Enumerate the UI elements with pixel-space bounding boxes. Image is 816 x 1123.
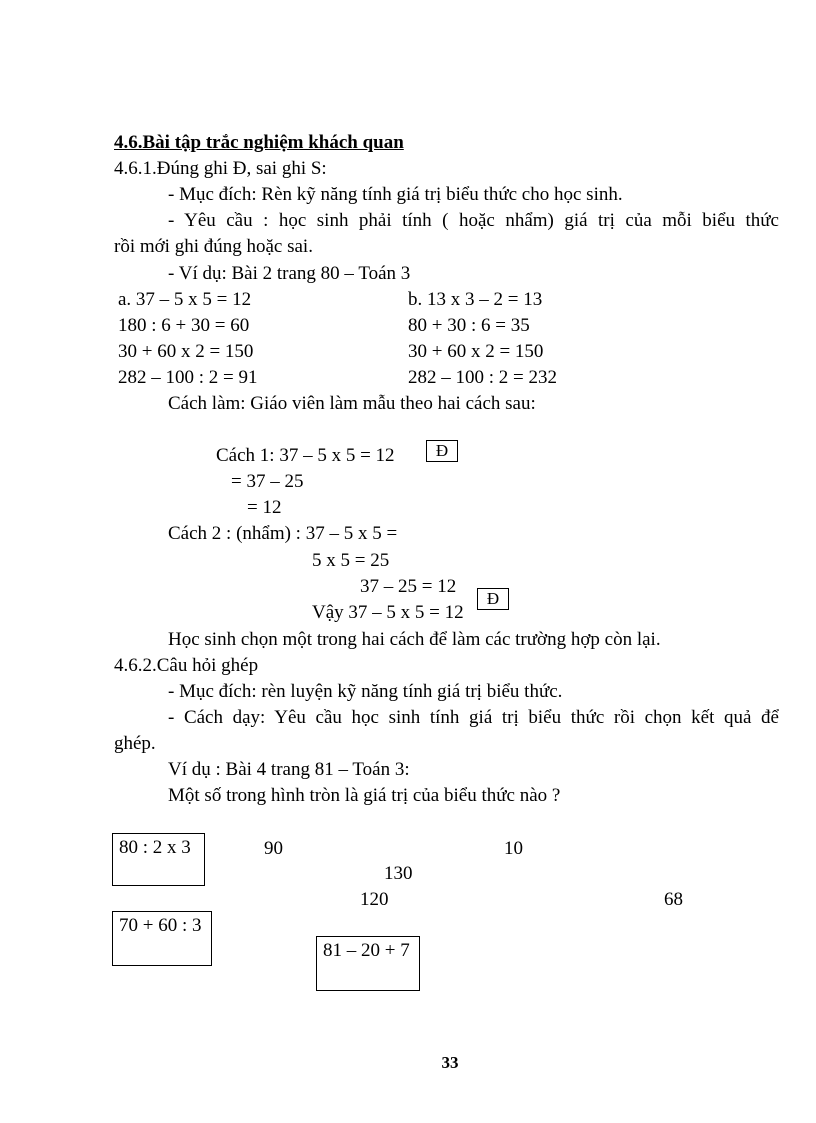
answer-mark-box: Đ (426, 440, 458, 462)
method-line-2: ghép. (114, 733, 156, 754)
page-number: 33 (441, 1053, 459, 1072)
exercise-left: a. 37 – 5 x 5 = 12 (118, 289, 252, 310)
answer-number: 120 (360, 889, 389, 910)
exercise-left: 30 + 60 x 2 = 150 (118, 341, 254, 362)
subsection-title-1: 4.6.1.Đúng ghi Đ, sai ghi S: (114, 158, 327, 179)
answer-number: 68 (664, 889, 683, 910)
answer-mark-box: Đ (477, 588, 509, 610)
expression-box: 81 – 20 + 7 (316, 936, 420, 991)
answer-number: 90 (264, 838, 283, 859)
requirement-line-1: - Yêu cầu : học sinh phải tính ( hoặc nhẩm) giá trị của mỗi biểu thức (168, 210, 779, 231)
exercise-left: 180 : 6 + 30 = 60 (118, 315, 250, 336)
requirement-line-2: rồi mới ghi đúng hoặc sai. (114, 236, 313, 257)
expression-box: 80 : 2 x 3 (112, 833, 205, 886)
conclusion-line: Học sinh chọn một trong hai cách để làm các trường hợp còn lại. (168, 629, 661, 650)
exercise-right: 30 + 60 x 2 = 150 (408, 341, 544, 362)
subsection-title-2: 4.6.2.Câu hỏi ghép (114, 655, 259, 676)
exercise-left: 282 – 100 : 2 = 91 (118, 367, 258, 388)
way2-line-3: 37 – 25 = 12 (360, 576, 457, 597)
way2-line-4: Vậy 37 – 5 x 5 = 12 (312, 602, 464, 623)
section-heading: 4.6.Bài tập trắc nghiệm khách quan (114, 132, 404, 153)
answer-number: 10 (504, 838, 523, 859)
question-line: Một số trong hình tròn là giá trị của biểu thức nào ? (168, 785, 561, 806)
purpose-line-2: - Mục đích: rèn luyện kỹ năng tính giá trị biểu thức. (168, 681, 563, 702)
exercise-right: 80 + 30 : 6 = 35 (408, 315, 530, 336)
example-line: - Ví dụ: Bài 2 trang 80 – Toán 3 (168, 263, 411, 284)
method-intro: Cách làm: Giáo viên làm mẫu theo hai cách sau: (168, 393, 536, 414)
way2-line-1: Cách 2 : (nhẩm) : 37 – 5 x 5 = (168, 523, 398, 544)
method-line-1: - Cách dạy: Yêu cầu học sinh tính giá trị biểu thức rồi chọn kết quả để (168, 707, 779, 728)
way1-line-2: = 37 – 25 (231, 471, 304, 492)
purpose-line: - Mục đích: Rèn kỹ năng tính giá trị biểu thức cho học sinh. (168, 184, 623, 205)
example-line-2: Ví dụ : Bài 4 trang 81 – Toán 3: (168, 759, 410, 780)
way1-line-1: Cách 1: 37 – 5 x 5 = 12 (216, 445, 395, 466)
way2-line-2: 5 x 5 = 25 (312, 550, 390, 571)
way1-line-3: = 12 (247, 497, 282, 518)
exercise-right: b. 13 x 3 – 2 = 13 (408, 289, 543, 310)
expression-box: 70 + 60 : 3 (112, 911, 212, 966)
exercise-right: 282 – 100 : 2 = 232 (408, 367, 557, 388)
answer-number: 130 (384, 863, 413, 884)
